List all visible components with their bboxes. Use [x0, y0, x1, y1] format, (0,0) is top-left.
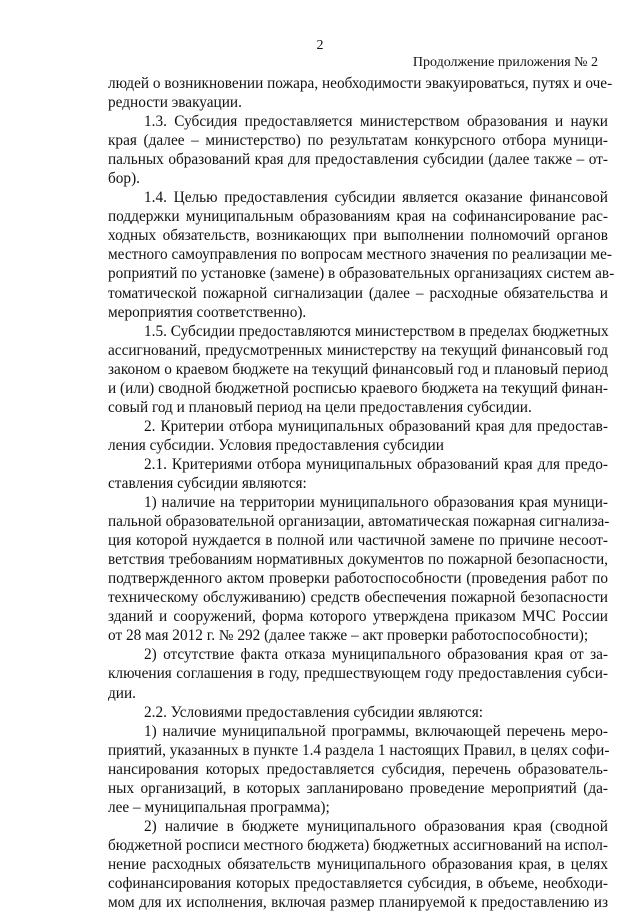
text-line: ных организаций, в которых запланировано проведение мероприятий (да- [108, 779, 608, 797]
text-line: совый год и плановый период на цели предоставления субсидии. [108, 398, 532, 416]
text-line: 1.4. Целью предоставления субсидии является оказание финансовой [144, 189, 608, 207]
text-line: края (далее – министерство) по результатам конкурсного отбора муници- [108, 132, 608, 150]
text-line: 2.1. Критериями отбора муниципальных образований края для предо- [144, 455, 608, 473]
text-line: ветствия требованиям нормативных документов по пожарной безопасности, [108, 551, 608, 569]
text-line: 1) наличие муниципальной программы, включающей перечень меро- [144, 722, 608, 740]
text-line: 1.3. Субсидия предоставляется министерством образования и науки [144, 113, 608, 131]
text-line: поддержки муниципальным образованиям края на софинансирование рас- [108, 208, 608, 226]
text-line: роприятий по установке (замене) в образовательных организациях систем ав- [108, 265, 615, 283]
text-line: томатической пожарной сигнализации (далее – расходные обязательства и [108, 284, 608, 302]
text-line: нансирования которых предоставляется субсидия, перечень образователь- [108, 760, 608, 778]
text-line: подтвержденного актом проверки работоспособности (проведения работ по [108, 570, 608, 588]
text-line: законом о краевом бюджете на текущий финансовый год и плановый период [108, 360, 608, 378]
text-line: бюджетной росписи местного бюджета) бюджетных ассигнований на испол- [108, 836, 609, 854]
text-line: приятий, указанных в пункте 1.4 раздела 1 настоящих Правил, в целях софи- [108, 741, 610, 759]
text-line: ассигнований, предусмотренных министерству на текущий финансовый год [108, 341, 608, 359]
text-line: ходных обязательств, возникающих при выполнении полномочий органов [108, 227, 608, 245]
text-line: техническому обслуживанию) средств обеспечения пожарной безопасности [108, 589, 608, 607]
text-line: и (или) сводной бюджетной росписью краевого бюджета на текущий финан- [108, 379, 608, 397]
text-line: ставления субсидии являются: [108, 474, 307, 492]
page-number: 2 [316, 38, 324, 53]
text-line: пальной образовательной организации, автоматическая пожарная сигнализа- [108, 513, 610, 531]
text-line: 1.5. Субсидии предоставляются министерством в пределах бюджетных [144, 322, 609, 340]
text-line: пальных образований края для предоставления субсидии (далее также – от- [108, 151, 608, 169]
text-line: людей о возникновении пожара, необходимости эвакуироваться, путях и оче- [108, 75, 613, 92]
text-line: нение расходных обязательств муниципального образования края, в целях [108, 855, 608, 873]
appendix-continuation-note: Продолжение приложения № 2 [412, 55, 598, 70]
text-line: местного самоуправления по вопросам местного значения по реализации ме- [108, 246, 612, 264]
text-line: 2.2. Условиями предоставления субсидии являются: [144, 703, 484, 721]
text-line: мероприятия соответственно). [108, 303, 307, 321]
text-line: зданий и сооружений, форма которого утверждена приказом МЧС России [108, 608, 608, 626]
text-line: ция которой нуждается в полной или частичной замене по причине несоот- [108, 532, 608, 550]
text-line: дии. [108, 684, 136, 702]
text-line: 2) наличие в бюджете муниципального образования края (сводной [144, 817, 608, 835]
text-line: 2) отсутствие факта отказа муниципального образования края от за- [144, 646, 608, 664]
text-line: софинансирования которых предоставляется субсидия, в объеме, необходи- [108, 874, 608, 892]
text-line: мом для их исполнения, включая размер планируемой к предоставлению из [108, 894, 608, 912]
text-line: лее – муниципальная программа); [108, 798, 330, 816]
text-line: бор). [108, 170, 140, 188]
text-line: редности эвакуации. [108, 94, 242, 112]
text-line: 2. Критерии отбора муниципальных образований края для предостав- [144, 417, 608, 435]
text-line: 1) наличие на территории муниципального образования края муници- [144, 494, 608, 512]
text-line: ключения соглашения в году, предшествующем году предоставления субси- [108, 665, 608, 683]
document-body [108, 74, 615, 912]
text-line: ления субсидии. Условия предоставления субсидии [108, 436, 444, 454]
text-line: от 28 мая 2012 г. № 292 (далее также – акт проверки работоспособности); [108, 627, 589, 645]
